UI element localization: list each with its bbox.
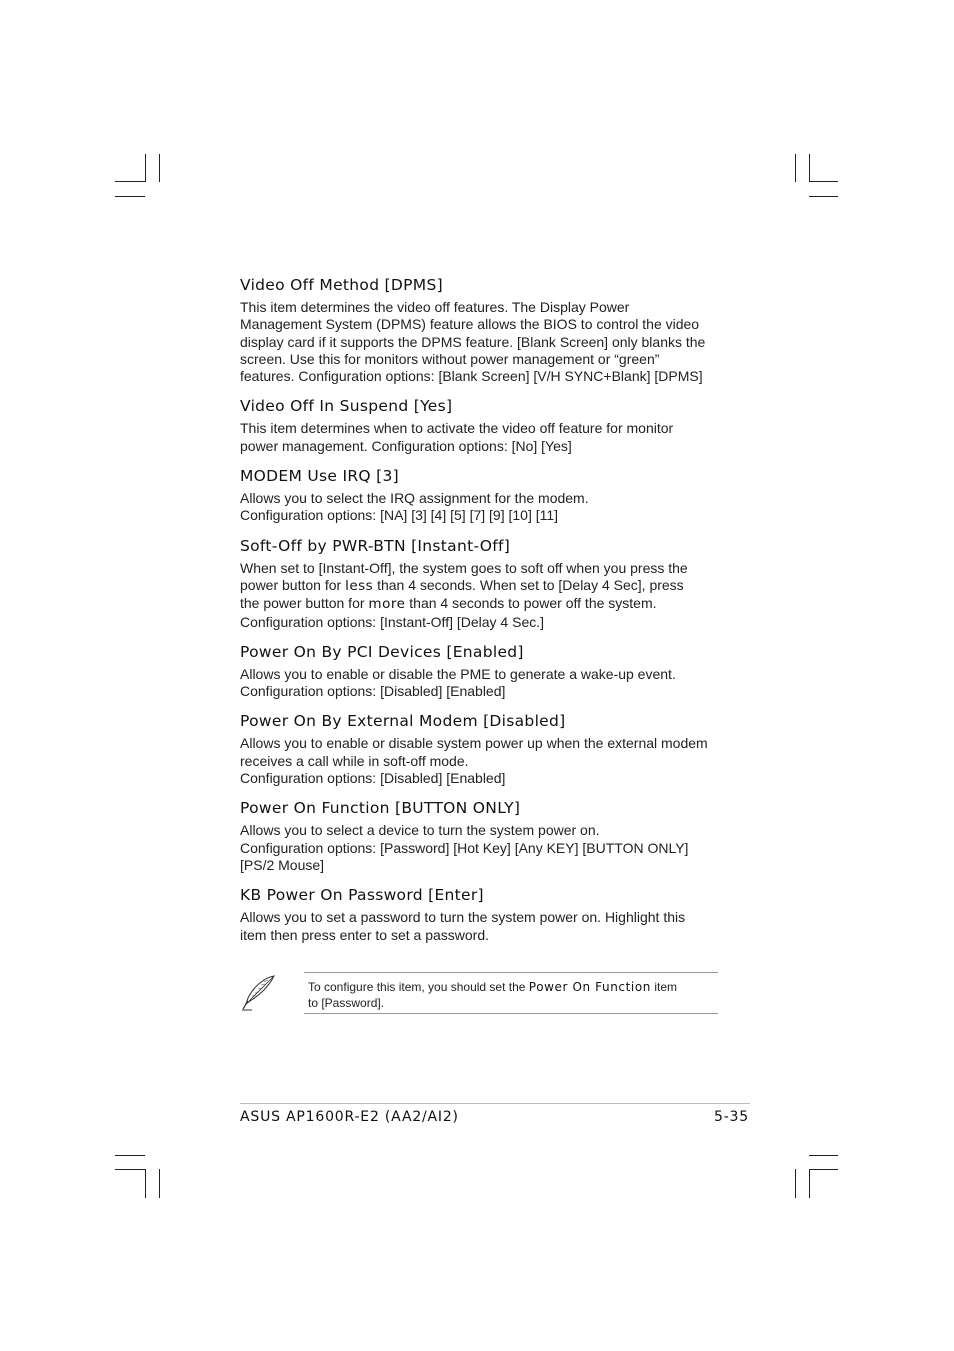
body-text: than 4 seconds. When set to [Delay 4 Sec], press: [373, 576, 684, 593]
crop-mark: [115, 196, 145, 197]
section-soft-off-by-pwr-btn: [240, 537, 720, 631]
body-line: Configuration options: [Password] [Hot Key] [Any KEY] [BUTTON ONLY]: [240, 839, 689, 856]
crop-mark: [115, 1155, 145, 1156]
feather-pen-icon: [240, 974, 278, 1012]
section-body: [240, 909, 720, 944]
crop-mark: [145, 154, 146, 182]
body-line: Management System (DPMS) feature allows the BIOS to control the video: [240, 316, 700, 333]
crop-mark: [795, 1169, 796, 1198]
keyword-less: less: [345, 577, 374, 594]
section-video-off-method: [240, 276, 720, 385]
section-body: [240, 666, 720, 701]
body-line: Allows you to set a password to turn the system power on. Highlight this: [240, 909, 686, 926]
note-text-part: To configure this item, you should set the: [308, 980, 529, 994]
section-heading: Power On Function [BUTTON ONLY]: [240, 799, 521, 818]
section-body: [240, 822, 720, 874]
body-line: power management. Configuration options: [No] [Yes]: [240, 437, 572, 454]
section-kb-power-on-password: [240, 886, 720, 944]
crop-mark: [159, 1169, 160, 1198]
body-line: features. Configuration options: [Blank Screen] [V/H SYNC+Blank] [DPMS]: [240, 368, 703, 385]
body-line: [PS/2 Mouse]: [240, 856, 325, 873]
body-line: When set to [Instant-Off], the system goes to soft off when you press the: [240, 559, 688, 576]
section-body: [240, 735, 720, 787]
body-line: Allows you to enable or disable the PME to generate a wake-up event.: [240, 665, 676, 682]
body-line: This item determines when to activate the video off feature for monitor: [240, 420, 674, 437]
section-body: [240, 299, 720, 385]
section-power-on-function: [240, 799, 720, 874]
body-line: screen. Use this for monitors without power management or “green”: [240, 350, 660, 367]
crop-mark: [809, 1169, 838, 1170]
crop-mark: [809, 1169, 810, 1198]
footer-divider: [240, 1103, 750, 1104]
page-content: [240, 276, 720, 956]
note-callout: [240, 972, 718, 1016]
section-heading: Power On By External Modem [Disabled]: [240, 712, 566, 731]
note-text: [304, 972, 718, 1014]
body-line: item then press enter to set a password.: [240, 926, 490, 943]
body-line: Configuration options: [Instant-Off] [Delay 4 Sec.]: [240, 613, 545, 630]
note-text-part: item: [651, 980, 678, 994]
section-heading: Video Off In Suspend [Yes]: [240, 397, 453, 416]
section-body: [240, 560, 720, 631]
crop-mark: [809, 196, 838, 197]
section-heading: KB Power On Password [Enter]: [240, 886, 484, 905]
footer-product-name: ASUS AP1600R-E2 (AA2/AI2): [240, 1109, 459, 1125]
keyword-power-on-function: Power On Function: [528, 980, 651, 994]
crop-mark: [809, 181, 838, 182]
section-body: [240, 420, 720, 455]
body-text: than 4 seconds to power off the system.: [405, 595, 657, 612]
crop-mark: [115, 181, 145, 182]
crop-mark: [809, 154, 810, 182]
section-body: [240, 490, 720, 525]
section-heading: Power On By PCI Devices [Enabled]: [240, 642, 524, 661]
section-power-on-by-pci-devices: [240, 643, 720, 701]
crop-mark: [115, 1169, 145, 1170]
body-text: the power button for: [240, 595, 369, 612]
section-heading: MODEM Use IRQ [3]: [240, 467, 400, 486]
footer-page-number: 5-35: [714, 1109, 749, 1125]
note-text-part: to [Password].: [308, 996, 385, 1010]
body-line: Allows you to select a device to turn the system power on.: [240, 822, 600, 839]
keyword-more: more: [368, 596, 406, 613]
body-line: Allows you to enable or disable system power up when the external modem: [240, 735, 708, 752]
section-power-on-by-external-modem: [240, 712, 720, 787]
section-modem-use-irq: [240, 467, 720, 525]
body-text: power button for: [240, 576, 346, 593]
section-heading: Soft-Off by PWR-BTN [Instant-Off]: [240, 536, 511, 555]
crop-mark: [795, 154, 796, 182]
body-line: This item determines the video off features. The Display Power: [240, 299, 630, 315]
body-line: receives a call while in soft-off mode.: [240, 752, 469, 769]
body-line: Allows you to select the IRQ assignment for the modem.: [240, 490, 589, 507]
body-line: Configuration options: [Disabled] [Enabled]: [240, 770, 506, 787]
body-line: display card if it supports the DPMS feature. [Blank Screen] only blanks the: [240, 333, 706, 350]
crop-mark: [145, 1169, 146, 1198]
body-line: Configuration options: [NA] [3] [4] [5] [7] [9] [10] [11]: [240, 507, 559, 524]
section-video-off-in-suspend: [240, 397, 720, 455]
crop-mark: [809, 1155, 838, 1156]
crop-mark: [159, 154, 160, 182]
section-heading: Video Off Method [DPMS]: [240, 276, 443, 294]
body-line: Configuration options: [Disabled] [Enabled]: [240, 683, 506, 700]
